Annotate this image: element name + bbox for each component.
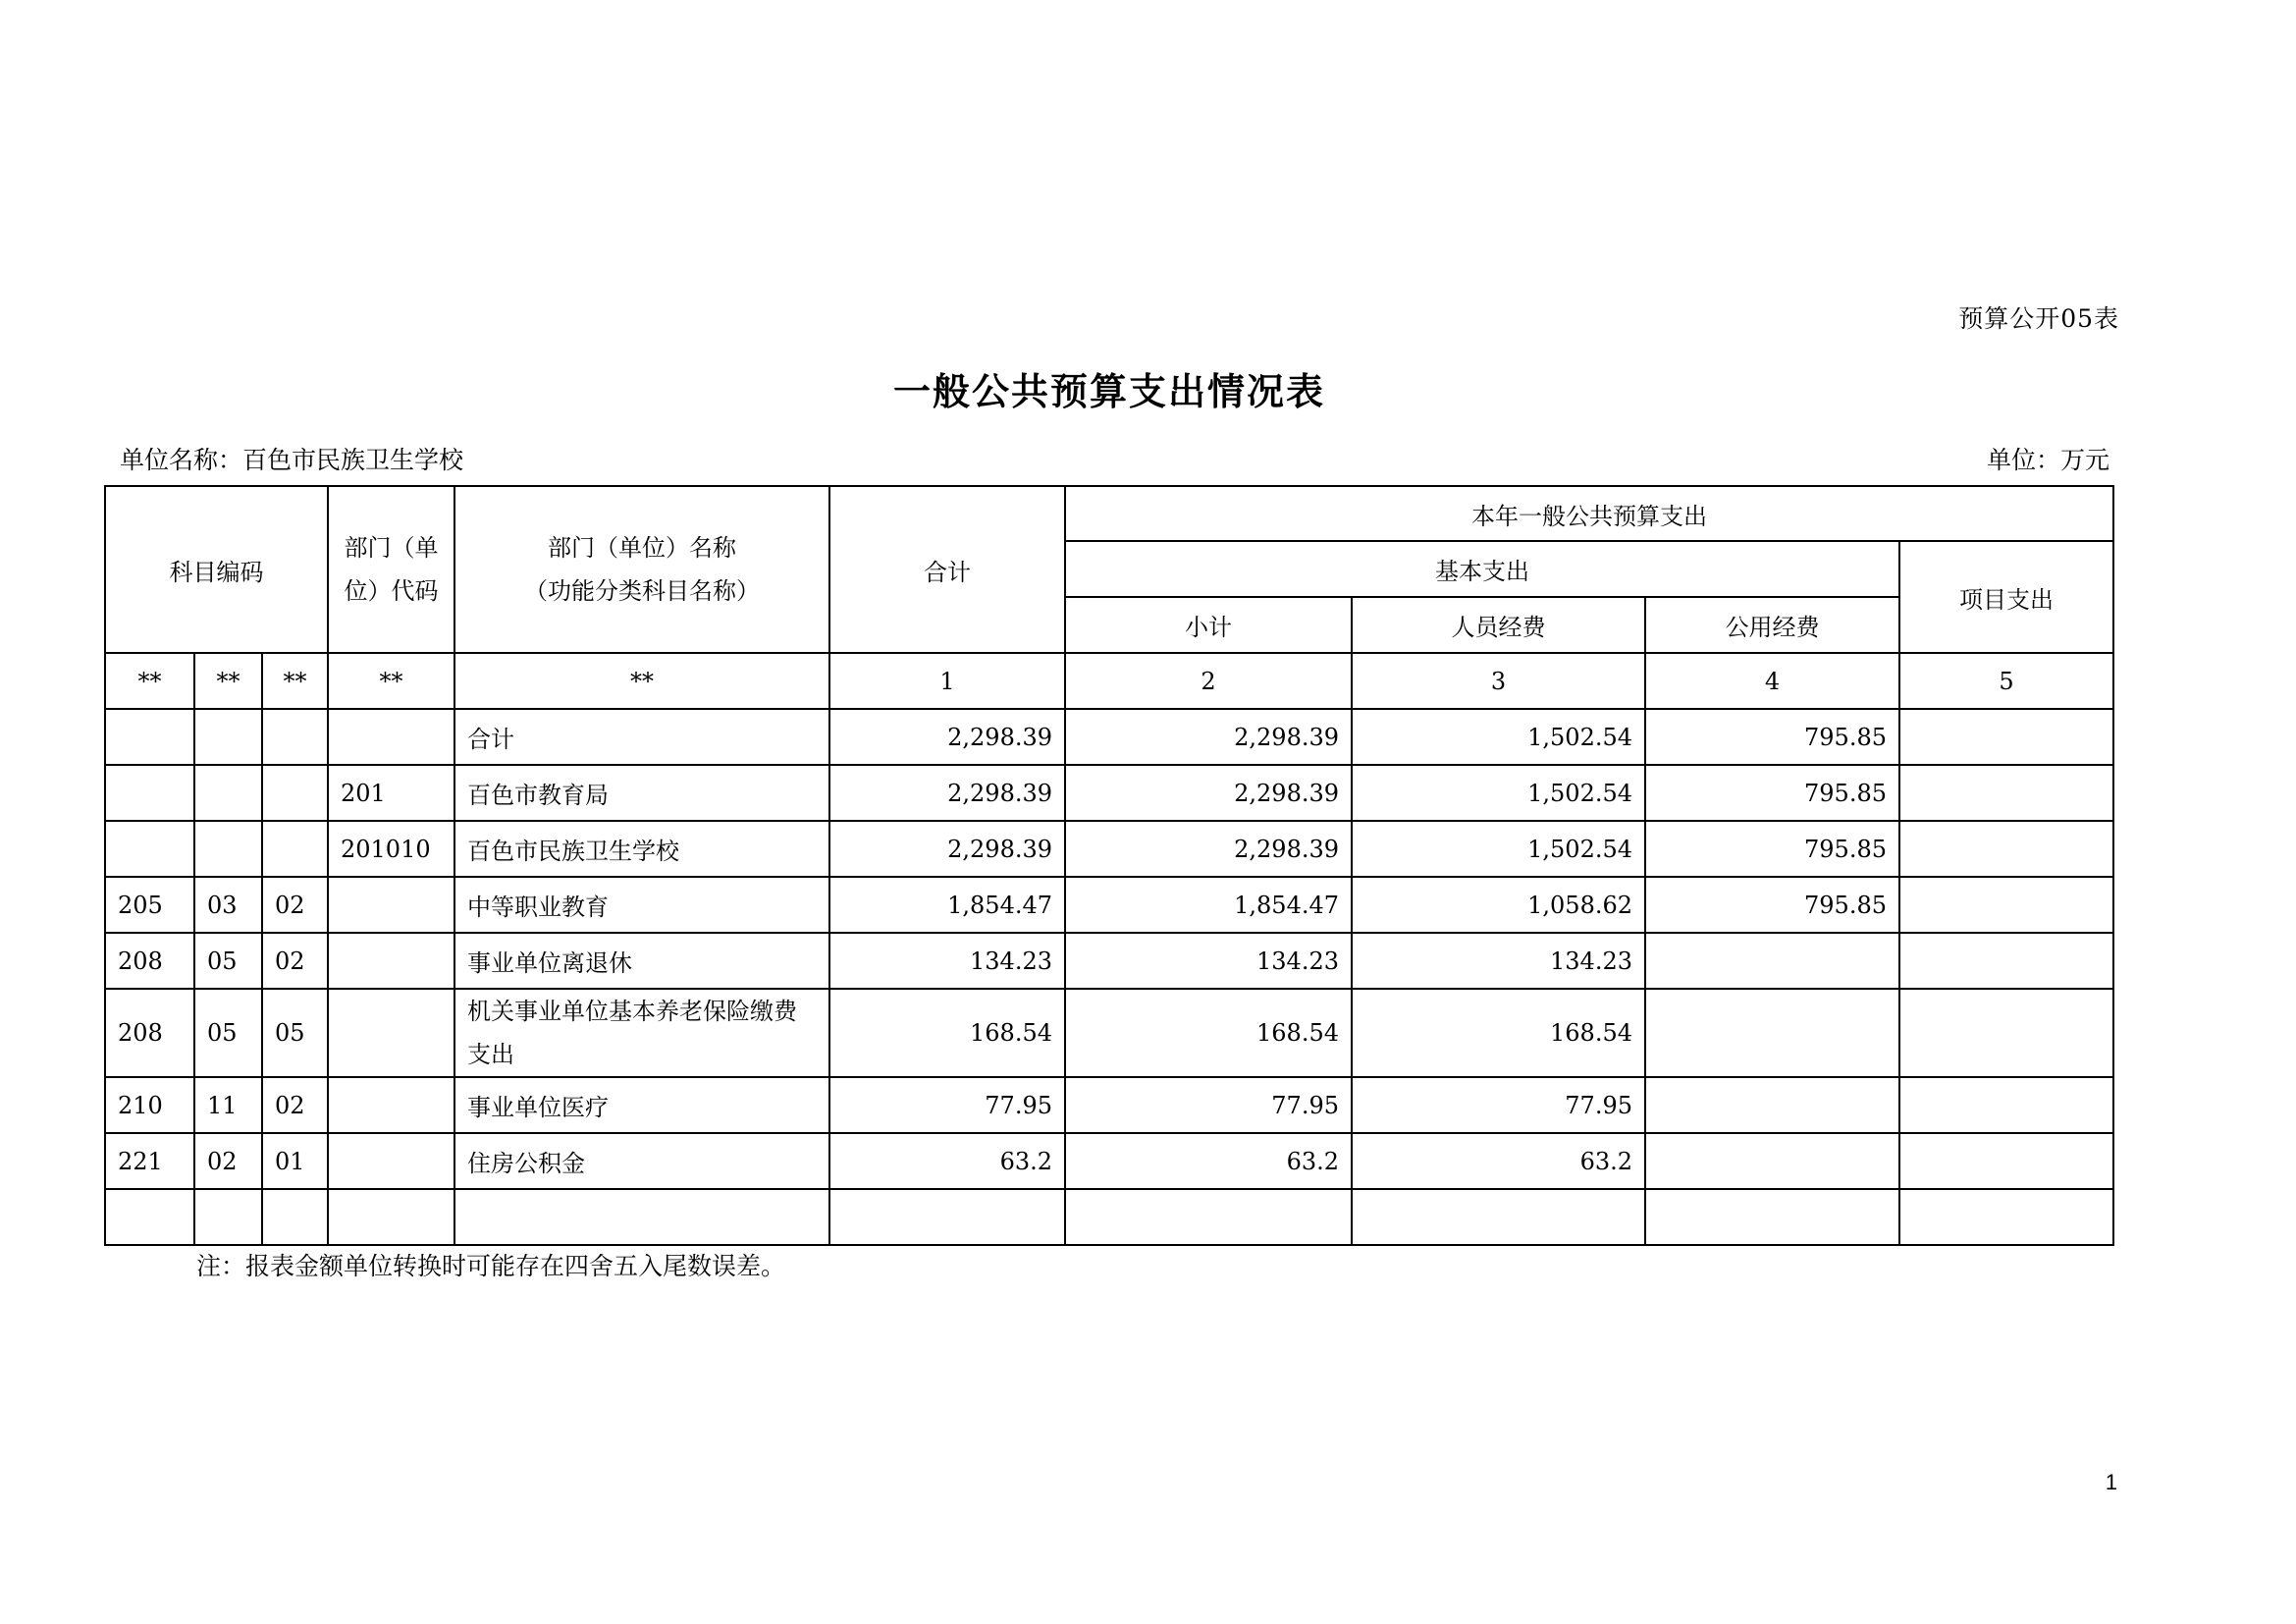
index-cell: **: [194, 653, 262, 709]
cell-section: 05: [194, 933, 262, 989]
cell-dept-code: 201010: [328, 821, 454, 877]
header-dept-name-line1: 部门（单位）名称: [548, 534, 736, 562]
index-row: [105, 653, 2113, 709]
cell-class: [105, 821, 194, 877]
cell-item: [262, 821, 328, 877]
cell-personnel: 63.2: [1352, 1133, 1645, 1189]
index-cell: **: [454, 653, 829, 709]
cell-section: [194, 709, 262, 765]
cell-total: 63.2: [829, 1133, 1065, 1189]
cell-section: [194, 821, 262, 877]
cell-public: 795.85: [1645, 821, 1899, 877]
cell-project: [1899, 989, 2113, 1077]
cell-personnel: [1352, 1189, 1645, 1245]
cell-item: 01: [262, 1133, 328, 1189]
cell-class: [105, 765, 194, 821]
cell-name: 机关事业单位基本养老保险缴费支出: [454, 989, 829, 1077]
header-row-1: [105, 486, 2113, 541]
cell-item: 02: [262, 933, 328, 989]
cell-class: 221: [105, 1133, 194, 1189]
header-dept-name: [454, 486, 829, 653]
cell-section: 11: [194, 1077, 262, 1133]
header-basic: 基本支出: [1065, 541, 1899, 597]
cell-public: [1645, 1189, 1899, 1245]
cell-project: [1899, 933, 2113, 989]
cell-subtotal: 1,854.47: [1065, 877, 1352, 933]
cell-project: [1899, 1077, 2113, 1133]
cell-section: [194, 1189, 262, 1245]
cell-name: 事业单位医疗: [454, 1077, 829, 1133]
cell-total: 1,854.47: [829, 877, 1065, 933]
cell-class: 208: [105, 933, 194, 989]
cell-personnel: 1,058.62: [1352, 877, 1645, 933]
cell-subtotal: 134.23: [1065, 933, 1352, 989]
cell-item: [262, 709, 328, 765]
cell-public: [1645, 989, 1899, 1077]
cell-item: 02: [262, 877, 328, 933]
unit-name: 单位名称：百色市民族卫生学校: [120, 446, 464, 474]
cell-dept-code: [328, 1189, 454, 1245]
header-total: 合计: [829, 486, 1065, 653]
cell-public: [1645, 1133, 1899, 1189]
table-row: [105, 709, 2113, 765]
cell-dept-code: [328, 989, 454, 1077]
cell-project: [1899, 877, 2113, 933]
cell-dept-code: [328, 877, 454, 933]
header-project: 项目支出: [1899, 541, 2113, 653]
cell-section: 02: [194, 1133, 262, 1189]
header-subtotal: 小计: [1065, 597, 1352, 653]
form-code: 预算公开05表: [1958, 304, 2119, 333]
cell-total: 77.95: [829, 1077, 1065, 1133]
cell-project: [1899, 1133, 2113, 1189]
cell-name: 合计: [454, 709, 829, 765]
cell-item: 05: [262, 989, 328, 1077]
cell-section: [194, 765, 262, 821]
cell-public: 795.85: [1645, 877, 1899, 933]
cell-project: [1899, 765, 2113, 821]
index-cell: 2: [1065, 653, 1352, 709]
cell-name: 百色市民族卫生学校: [454, 821, 829, 877]
header-public-use: 公用经费: [1645, 597, 1899, 653]
header-subject-code: 科目编码: [105, 486, 328, 653]
table-row-empty: [105, 1189, 2113, 1245]
index-cell: 3: [1352, 653, 1645, 709]
cell-name: 百色市教育局: [454, 765, 829, 821]
cell-dept-code: 201: [328, 765, 454, 821]
cell-personnel: 1,502.54: [1352, 821, 1645, 877]
cell-subtotal: [1065, 1189, 1352, 1245]
cell-total: 2,298.39: [829, 821, 1065, 877]
cell-total: 134.23: [829, 933, 1065, 989]
cell-dept-code: [328, 933, 454, 989]
cell-personnel: 77.95: [1352, 1077, 1645, 1133]
header-personnel: 人员经费: [1352, 597, 1645, 653]
cell-class: [105, 709, 194, 765]
cell-total: 2,298.39: [829, 709, 1065, 765]
cell-class: 210: [105, 1077, 194, 1133]
cell-subtotal: 2,298.39: [1065, 821, 1352, 877]
cell-public: 795.85: [1645, 765, 1899, 821]
cell-project: [1899, 1189, 2113, 1245]
table-row: [105, 877, 2113, 933]
header-dept-code: 部门（单位）代码: [328, 486, 454, 653]
cell-project: [1899, 821, 2113, 877]
header-current-year: 本年一般公共预算支出: [1065, 486, 2113, 541]
cell-name: 住房公积金: [454, 1133, 829, 1189]
index-cell: **: [105, 653, 194, 709]
cell-item: 02: [262, 1077, 328, 1133]
cell-public: [1645, 933, 1899, 989]
cell-personnel: 168.54: [1352, 989, 1645, 1077]
index-cell: 1: [829, 653, 1065, 709]
cell-class: 205: [105, 877, 194, 933]
table-row: [105, 765, 2113, 821]
table-row: [105, 821, 2113, 877]
cell-public: [1645, 1077, 1899, 1133]
table-row: [105, 933, 2113, 989]
index-cell: 5: [1899, 653, 2113, 709]
cell-section: 03: [194, 877, 262, 933]
cell-subtotal: 77.95: [1065, 1077, 1352, 1133]
table-row: [105, 989, 2113, 1077]
cell-total: [829, 1189, 1065, 1245]
header-dept-name-line2: （功能分类科目名称）: [524, 577, 760, 605]
page-number: 1: [2105, 1470, 2117, 1494]
cell-dept-code: [328, 1133, 454, 1189]
index-cell: 4: [1645, 653, 1899, 709]
cell-class: 208: [105, 989, 194, 1077]
cell-public: 795.85: [1645, 709, 1899, 765]
cell-item: [262, 1189, 328, 1245]
cell-subtotal: 2,298.39: [1065, 709, 1352, 765]
cell-subtotal: 168.54: [1065, 989, 1352, 1077]
unit-label: 单位：万元: [1986, 446, 2109, 474]
cell-personnel: 134.23: [1352, 933, 1645, 989]
cell-section: 05: [194, 989, 262, 1077]
footnote: 注：报表金额单位转换时可能存在四舍五入尾数误差。: [196, 1252, 786, 1280]
cell-personnel: 1,502.54: [1352, 765, 1645, 821]
cell-subtotal: 63.2: [1065, 1133, 1352, 1189]
cell-name: [454, 1189, 829, 1245]
cell-total: 168.54: [829, 989, 1065, 1077]
cell-dept-code: [328, 709, 454, 765]
index-cell: **: [262, 653, 328, 709]
budget-table: [104, 485, 2114, 1246]
cell-item: [262, 765, 328, 821]
table-row: [105, 1133, 2113, 1189]
cell-personnel: 1,502.54: [1352, 709, 1645, 765]
cell-name: 中等职业教育: [454, 877, 829, 933]
index-cell: **: [328, 653, 454, 709]
cell-class: [105, 1189, 194, 1245]
cell-project: [1899, 709, 2113, 765]
cell-dept-code: [328, 1077, 454, 1133]
cell-subtotal: 2,298.39: [1065, 765, 1352, 821]
cell-total: 2,298.39: [829, 765, 1065, 821]
cell-name: 事业单位离退休: [454, 933, 829, 989]
table-row: [105, 1077, 2113, 1133]
page-title: 一般公共预算支出情况表: [892, 369, 1325, 413]
